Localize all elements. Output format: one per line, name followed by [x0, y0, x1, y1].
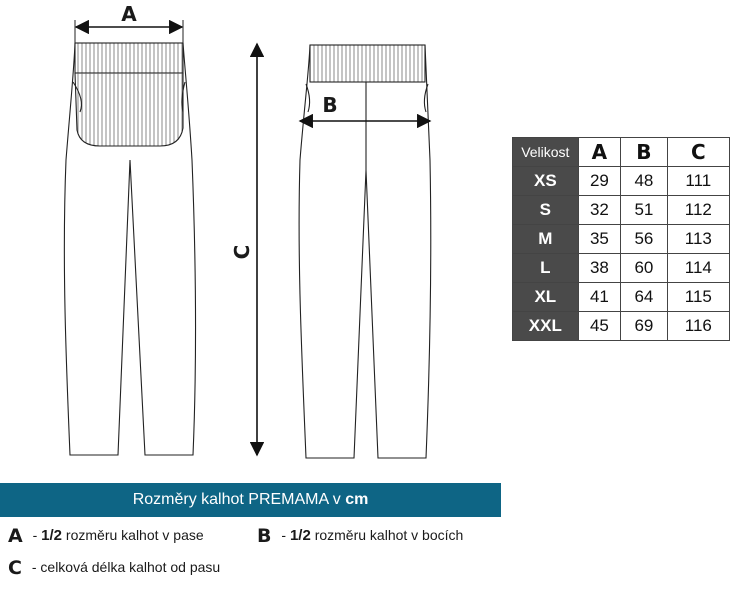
dimensions-banner: [0, 483, 501, 517]
value-a: 38: [578, 254, 621, 283]
legend-c-text: celková délka kalhot od pasu: [40, 559, 221, 575]
legend-a-fraction: 1/2: [41, 527, 63, 544]
value-b: 69: [621, 312, 667, 341]
size-cell: XS: [513, 167, 579, 196]
header-b: B: [621, 138, 667, 167]
legend-a-text: rozměru kalhot v pase: [65, 527, 204, 543]
size-cell: L: [513, 254, 579, 283]
table-row: [513, 196, 730, 225]
legend-a-letter: A: [8, 525, 23, 547]
back-view: [299, 45, 431, 458]
table-row: [513, 225, 730, 254]
back-outline: [299, 45, 431, 458]
value-a: 45: [578, 312, 621, 341]
table-row: [513, 167, 730, 196]
value-b: 60: [621, 254, 667, 283]
banner-unit: cm: [345, 491, 369, 508]
size-table: [512, 137, 730, 341]
label-c: C: [230, 244, 254, 260]
label-b: B: [322, 93, 338, 117]
banner-text: Rozměry kalhot PREMAMA v: [132, 491, 346, 508]
value-b: 64: [621, 283, 667, 312]
value-a: 29: [578, 167, 621, 196]
front-view: [64, 43, 195, 455]
table-row: [513, 312, 730, 341]
size-cell: S: [513, 196, 579, 225]
size-cell: XL: [513, 283, 579, 312]
header-a: A: [578, 138, 621, 167]
value-c: 114: [667, 254, 729, 283]
header-velikost: Velikost: [513, 138, 579, 167]
value-c: 112: [667, 196, 729, 225]
value-b: 51: [621, 196, 667, 225]
front-belly-panel: [75, 73, 183, 146]
value-c: 113: [667, 225, 729, 254]
size-cell: M: [513, 225, 579, 254]
legend-b-text: rozměru kalhot v bocích: [314, 527, 464, 543]
legend-c-letter: C: [8, 557, 22, 579]
value-a: 41: [578, 283, 621, 312]
legend-b: B - 1/2 rozměru kalhot v bocích: [257, 525, 464, 547]
legend-c: C - celková délka kalhot od pasu: [8, 557, 221, 579]
value-a: 35: [578, 225, 621, 254]
legend-a: A - 1/2 rozměru kalhot v pase: [8, 525, 204, 547]
value-b: 56: [621, 225, 667, 254]
table-row: [513, 283, 730, 312]
value-a: 32: [578, 196, 621, 225]
value-b: 48: [621, 167, 667, 196]
value-c: 116: [667, 312, 729, 341]
legend-b-fraction: 1/2: [289, 527, 311, 544]
header-c: C: [667, 138, 729, 167]
value-c: 111: [667, 167, 729, 196]
table-header-row: [513, 138, 730, 167]
front-waistband: [75, 43, 183, 73]
table-row: [513, 254, 730, 283]
label-a: A: [121, 2, 137, 26]
value-c: 115: [667, 283, 729, 312]
size-cell: XXL: [513, 312, 579, 341]
back-waistband: [310, 45, 425, 82]
legend-b-letter: B: [257, 525, 272, 547]
